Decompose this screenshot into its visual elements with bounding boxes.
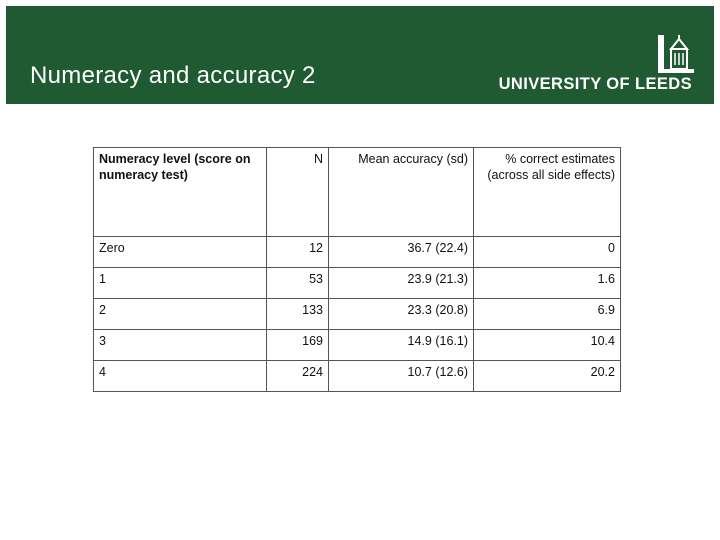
numeracy-accuracy-table — [93, 147, 621, 392]
cell-n: 53 — [267, 268, 329, 299]
header-banner — [6, 6, 714, 104]
cell-mean-accuracy: 23.3 (20.8) — [329, 299, 474, 330]
table-row — [94, 361, 621, 392]
cell-numeracy-level: 2 — [94, 299, 267, 330]
table-row — [94, 268, 621, 299]
header-n: N — [267, 148, 329, 237]
cell-mean-accuracy: 23.9 (21.3) — [329, 268, 474, 299]
cell-mean-accuracy: 14.9 (16.1) — [329, 330, 474, 361]
cell-percent-correct: 20.2 — [474, 361, 621, 392]
cell-n: 169 — [267, 330, 329, 361]
table-header-row — [94, 148, 621, 237]
table-row — [94, 299, 621, 330]
cell-numeracy-level: 4 — [94, 361, 267, 392]
cell-mean-accuracy: 10.7 (12.6) — [329, 361, 474, 392]
header-numeracy-level: Numeracy level (score on numeracy test) — [94, 148, 267, 237]
cell-n: 133 — [267, 299, 329, 330]
cell-percent-correct: 6.9 — [474, 299, 621, 330]
tower-icon — [658, 35, 694, 73]
slide-title: Numeracy and accuracy 2 — [30, 62, 316, 89]
cell-percent-correct: 0 — [474, 237, 621, 268]
cell-numeracy-level: 3 — [94, 330, 267, 361]
cell-numeracy-level: 1 — [94, 268, 267, 299]
cell-percent-correct: 10.4 — [474, 330, 621, 361]
cell-percent-correct: 1.6 — [474, 268, 621, 299]
university-logo-text: UNIVERSITY OF LEEDS — [498, 75, 692, 93]
cell-n: 224 — [267, 361, 329, 392]
table-row — [94, 237, 621, 268]
header-mean-accuracy: Mean accuracy (sd) — [329, 148, 474, 237]
cell-mean-accuracy: 36.7 (22.4) — [329, 237, 474, 268]
header-percent-correct: % correct estimates (across all side effects) — [474, 148, 621, 237]
table-row — [94, 330, 621, 361]
cell-n: 12 — [267, 237, 329, 268]
cell-numeracy-level: Zero — [94, 237, 267, 268]
